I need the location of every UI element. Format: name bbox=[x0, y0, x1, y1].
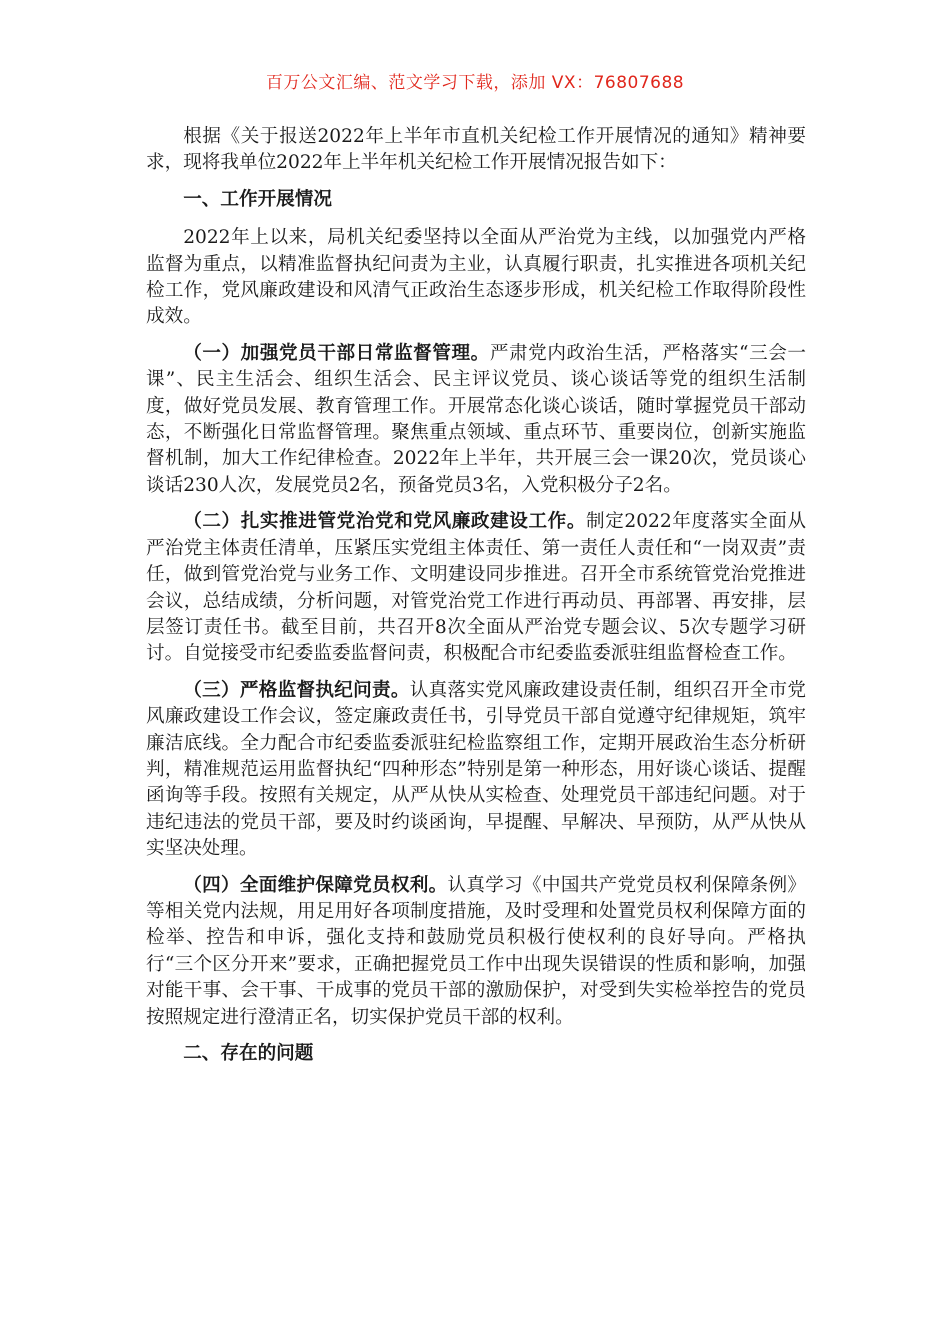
section-1-heading: 一、工作开展情况 bbox=[183, 188, 332, 210]
item-1-lead: （一）加强党员干部日常监督管理。 bbox=[183, 342, 490, 364]
item-3-text: 认真落实党风廉政建设责任制，组织召开全市党风廉政建设工作会议，签定廉政责任书，引导党员干部自觉遵守纪律规矩，筑牢廉洁底线。全力配合市纪委监委派驻纪检监察组工作，定期开展政治生态分析研判，精准规范运用监督执纪“四种形态”特别是第一种形态，用好谈心谈话、提醒函询等手段。按照有关规定，从严从快从实检查、处理党员干部违纪问题。对于违纪违法的党员干部，要及时约谈函询，早提醒、早解决、早预防，从严从快从实坚决处理。 bbox=[146, 679, 806, 860]
item-4-text: 认真学习《中国共产党党员权利保障条例》等相关党内法规，用足用好各项制度措施，及时受理和处置党员权利保障方面的检举、控告和申诉，强化支持和鼓励党员积极行使权利的良好导向。严格执行“三个区分开来”要求，正确把握党员工作中出现失误错误的性质和影响，加强对能干事、会干事、干成事的党员干部的激励保护，对受到失实检举控告的党员按照规定进行澄清正名，切实保护党员干部的权利。 bbox=[146, 874, 806, 1028]
section-1-summary: 2022年上以来，局机关纪委坚持以全面从严治党为主线，以加强党内严格监督为重点，以精准监督执纪问责为主业，认真履行职责，扎实推进各项机关纪检工作，党风廉政建设和风清气正政治生态逐步形成，机关纪检工作取得阶段性成效。 bbox=[146, 227, 806, 328]
item-2-paragraph bbox=[146, 509, 806, 667]
item-1-text: 严肃党内政治生活，严格落实“三会一课”、民主生活会、组织生活会、民主评议党员、谈心谈话等党的组织生活制度，做好党员发展、教育管理工作。开展常态化谈心谈话，随时掌握党员干部动态，不断强化日常监督管理。聚焦重点领域、重点环节、重要岗位，创新实施监督机制，加大工作纪律检查。2022年上半年，共开展三会一课20次，党员谈心谈话230人次，发展党员2名，预备党员3名，入党积极分子2名。 bbox=[146, 342, 806, 496]
item-4-paragraph bbox=[146, 873, 806, 1031]
document-body bbox=[146, 124, 806, 1079]
item-2-text: 制定2022年度落实全面从严治党主体责任清单，压紧压实党组主体责任、第一责任人责任和“一岗双责”责任，做到管党治党与业务工作、文明建设同步推进。召开全市系统管党治党推进会议，总结成绩，分析问题，对管党治党工作进行再动员、再部署、再安排，层层签订责任书。截至目前，共召开8次全面从严治党专题会议、5次专题学习研讨。自觉接受市纪委监委监督问责，积极配合市纪委监委派驻组监督检查工作。 bbox=[146, 511, 806, 665]
item-2-lead: （二）扎实推进管党治党和党风廉政建设工作。 bbox=[183, 511, 587, 533]
section-2-heading: 二、存在的问题 bbox=[183, 1043, 314, 1064]
item-3-lead: （三）严格监督执纪问责。 bbox=[183, 679, 410, 701]
item-1-paragraph bbox=[146, 341, 806, 499]
watermark-banner: 百万公文汇编、范文学习下载，添加 VX：76807688 bbox=[265, 73, 685, 93]
intro-paragraph: 根据《关于报送2022年上半年市直机关纪检工作开展情况的通知》精神要求，现将我单位2022年上半年机关纪检工作开展情况报告如下： bbox=[146, 126, 806, 174]
item-3-paragraph bbox=[146, 678, 806, 863]
item-4-lead: （四）全面维护保障党员权利。 bbox=[183, 874, 448, 896]
